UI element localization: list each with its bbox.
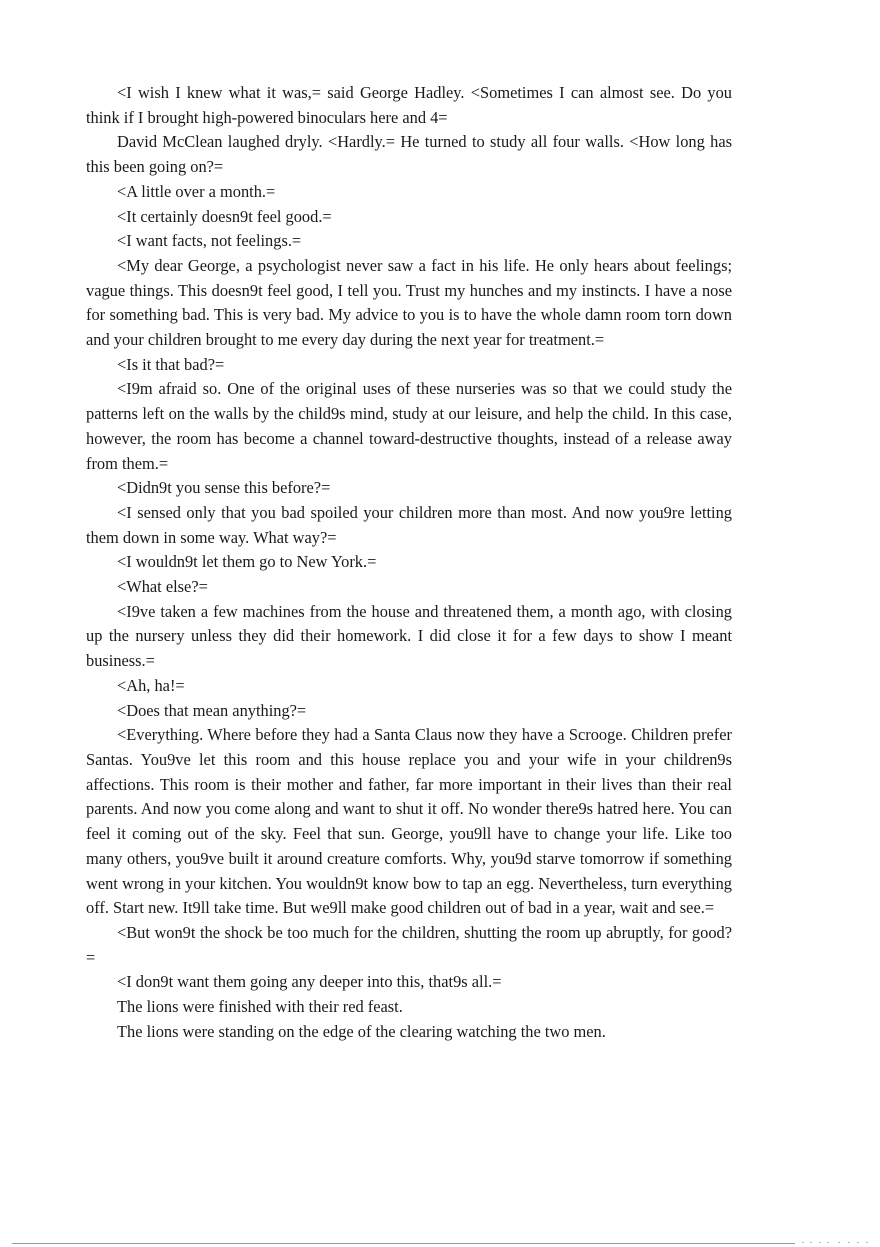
paragraph: <Is it that bad?=: [117, 354, 225, 374]
paragraph: <Everything. Where before they had a Santa Claus now they have a Scrooge. Children prefer Santas. You9ve let this room and this house replace you and your wife in your children9s affections. This room is their mother and father, far more important in their lives than their real parents. And now you come along and want to shut it off. No wonder there9s hatred here. You can feel it coming out of the sky. Feel that sun. George, you9ll have to change your life. Like too many others, you9ve built it around creature comforts. Why, you9d starve tomorrow if something went wrong in your kitchen. You wouldn9t know bow to tap an egg. Nevertheless, turn everything off. Start new. It9ll take time. But we9ll make good children out of bad in a year, wait and see.=: [86, 725, 732, 918]
paragraph: <Didn9t you sense this before?=: [117, 478, 331, 498]
paragraph: <I wish I knew what it was,= said George Hadley. <Sometimes I can almost see. Do you think if I brought high-powered binoculars here and 4=: [86, 83, 732, 127]
paragraph: David McClean laughed dryly. <Hardly.= He turned to study all four walls. <How long has this been going on?=: [86, 132, 732, 177]
paragraph: <I wouldn9t let them go to New York.=: [117, 552, 377, 572]
paragraph: <A little over a month.=: [117, 181, 276, 201]
paragraph: The lions were standing on the edge of the clearing watching the two men.: [117, 1021, 606, 1041]
paragraph: <But won9t the shock be too much for the children, shutting the room up abruptly, for good?=: [86, 922, 732, 967]
paragraph: <It certainly doesn9t feel good.=: [117, 206, 332, 226]
paragraph: <My dear George, a psychologist never saw a fact in his life. He only hears about feelings; vague things. This doesn9t feel good, I tell you. Trust my hunches and my instincts. I have a nose for something bad. This is very bad. My advice to you is to have the whole damn room torn down and your children brought to me every day during the next year for treatment.=: [86, 255, 732, 350]
paragraph: <I want facts, not feelings.=: [117, 231, 302, 251]
paragraph: <Ah, ha!=: [117, 675, 185, 695]
paragraph: The lions were finished with their red feast.: [117, 997, 403, 1017]
footer-divider: [12, 1243, 795, 1244]
paragraph: <What else?=: [117, 577, 208, 597]
paragraph: <I9m afraid so. One of the original uses of these nurseries was so that we could study the patterns left on the walls by the child9s mind, study at our leisure, and help the child. In this case, however, the room has become a channel toward-destructive thoughts, instead of a release away from them.=: [86, 379, 732, 473]
paragraph: <I9ve taken a few machines from the house and threatened them, a month ago, with closing up the nursery unless they did their homework. I did close it for a few days to show I meant business.=: [86, 601, 732, 671]
story-text-body: [86, 81, 732, 1044]
paragraph: <I don9t want them going any deeper into this, that9s all.=: [117, 972, 502, 992]
paragraph: <I sensed only that you bad spoiled your children more than most. And now you9re letting them down in some way. What way?=: [86, 502, 732, 547]
paragraph: <Does that mean anything?=: [117, 700, 307, 720]
footer-dotted-marks: [800, 1238, 876, 1246]
